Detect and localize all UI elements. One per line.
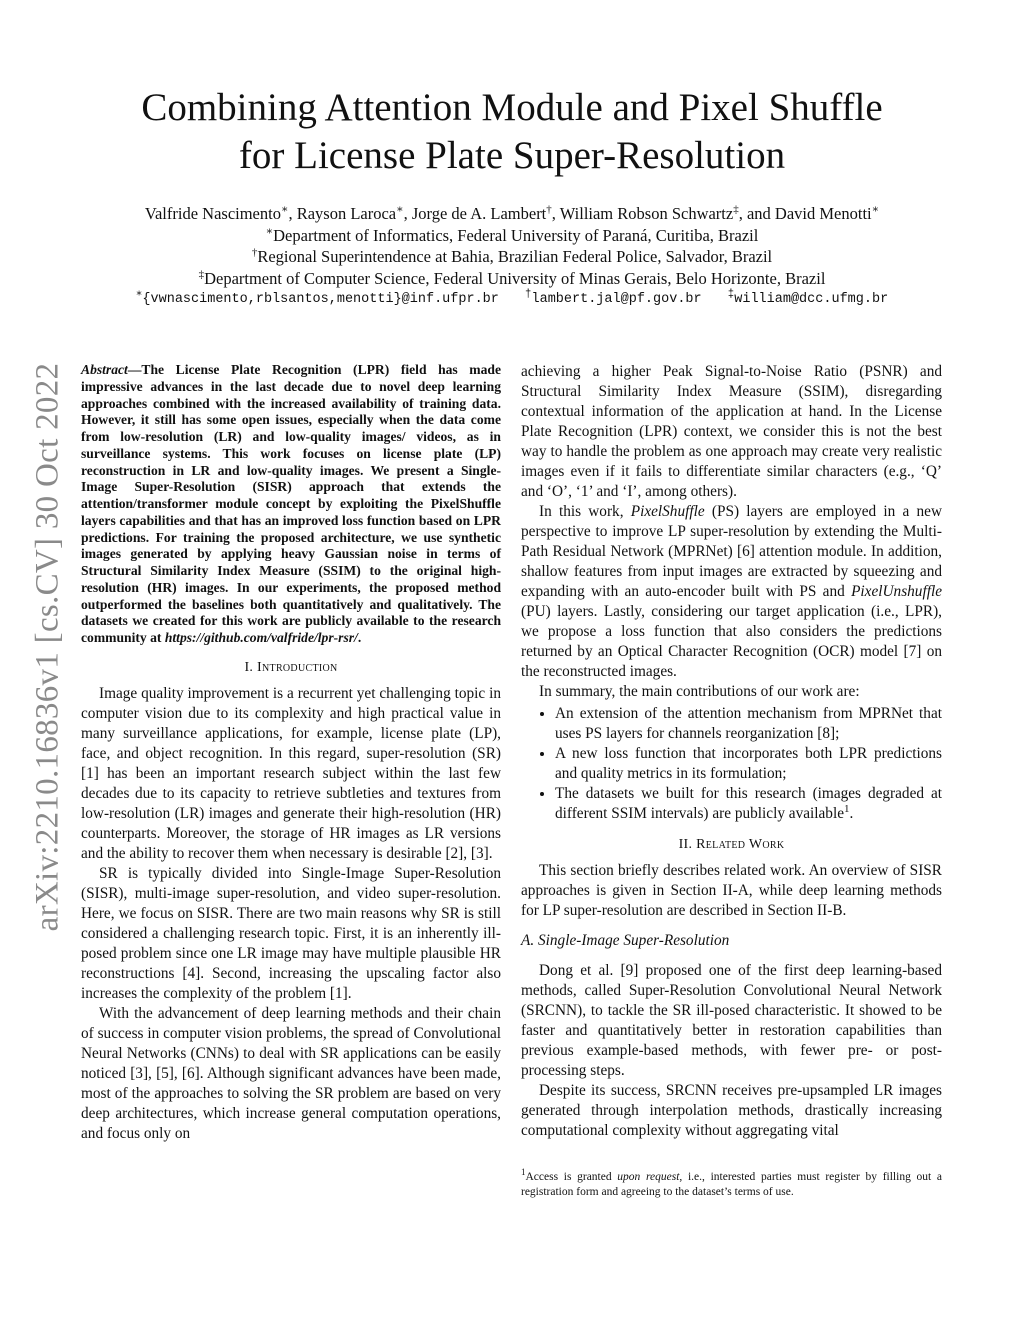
affiliation-mark: ∗ [871, 203, 880, 216]
affiliation-mark: ∗ [280, 203, 289, 216]
paragraph: This section briefly describes related work. An overview of SISR approaches is given in Section II-A, while deep learning methods for LP super-resolution are described in Section II-B. [521, 862, 942, 919]
list-item-end: . [849, 805, 854, 822]
text-run: In this work, [539, 503, 631, 520]
paragraph: Despite its success, SRCNN receives pre-upsampled LR images generated through interpolation methods, drastically increasing computational complexity without aggregating vital [521, 1082, 942, 1139]
section-title: Related Work [696, 837, 785, 852]
affiliation-mark: † [524, 288, 532, 301]
text-run: (PS) layers are employed in a new perspective to improve LP super-resolution by extending the Multi-Path Residual Network (MPRNet) [6] attention module. In addition, shallow features from input images are extracted by squeezing and expanding with an auto-encoder built with PS and [521, 503, 942, 600]
author-name: Valfride Nascimento [144, 204, 281, 223]
abstract-body: The License Plate Recognition (LPR) field has made impressive advances in the last decade due to novel deep learning approaches combined with the increased availability of training data. However, it still has some open issues, especially when the data come from low-resolution (LR) and low-quality images/ videos, as in surveillance systems. This work focuses on license plate (LP) reconstruction in LR and low-quality images. We present a Single-Image Super-Resolution (SISR) approach that extends the attention/transformer module concept by exploiting the PixelShuffle layers capabilities and that has an improved loss function based on LPR predictions. For training the proposed architecture, we use synthetic images generated by applying heavy Gaussian noise in terms of Structural Similarity Index Measure (SSIM) to the original high-resolution (HR) images. In our experiments, the proposed method outperformed the baselines both quantitatively and qualitatively. The datasets we created for this work are publicly available to the research community at [81, 362, 501, 645]
author-name: Rayson Laroca [296, 204, 397, 223]
email-link[interactable]: {vwnascimento,rblsantos,menotti}@inf.ufpr.br [142, 292, 499, 307]
text-run-italic: PixelUnshuffle [851, 583, 942, 600]
abstract [81, 362, 501, 647]
abstract-label: Abstract [81, 362, 128, 377]
dataset-url-link[interactable]: https://github.com/valfride/lpr-rsr/ [164, 630, 358, 645]
affiliation-text: Department of Informatics, Federal University of Paraná, Curitiba, Brazil [273, 225, 759, 245]
paper-title [0, 84, 1024, 180]
affiliation-3 [0, 268, 1024, 290]
affiliation-mark: ‡ [733, 203, 739, 216]
affiliation-1 [0, 225, 1024, 247]
affiliation-mark: ∗ [265, 225, 274, 237]
footnote-text: Access is granted [525, 1171, 618, 1183]
paragraph: achieving a higher Peak Signal-to-Noise Ratio (PSNR) and Structural Similarity Index Measure (SSIM), disregarding contextual information of the application at hand. In the License Plate Recognition (LPR) context, we consider this is not the best way to handle the problem as one approach may create very realistic images even if it fails to differentiate similar characters (e.g., ‘Q’ and ‘O’, ‘1’ and ‘I’, among others). [521, 363, 942, 500]
paragraph: Dong et al. [9] proposed one of the first deep learning-based methods, called Super-Resolution Convolutional Neural Network (SRCNN), to tackle the SR ill-posed characteristic. It showed to be faster and quantitatively better in restoration capabilities than previous example-based methods, with fewer pre- or post-processing steps. [521, 962, 942, 1079]
list-item: • An extension of the attention mechanism from MPRNet that uses PS layers for channels reorganization [8]; [555, 704, 942, 744]
affiliation-text: Regional Superintendence at Bahia, Brazilian Federal Police, Salvador, Brazil [257, 247, 773, 266]
right-column [521, 362, 942, 1141]
footnote [521, 1167, 942, 1200]
arxiv-identifier [27, 352, 69, 942]
section-heading-related-work [521, 835, 942, 855]
title-line-1: Combining Attention Module and Pixel Shuffle [141, 86, 883, 129]
section-heading-introduction [81, 658, 501, 678]
email-line [0, 289, 1024, 311]
section-number: II. [678, 837, 693, 852]
text-run-italic: PixelShuffle [630, 503, 705, 520]
footnote-text: , i.e., interested parties must register by filling out a registration form and agreeing to the dataset’s terms of use. [521, 1171, 942, 1198]
affiliation-mark: ∗ [396, 203, 404, 216]
section-title: Introduction [257, 659, 338, 675]
affiliation-mark: ‡ [198, 268, 205, 280]
arxiv-id-text: arXiv:2210.16836v1 [cs.CV] 30 Oct 2022 [29, 362, 66, 932]
section-number: I. [244, 659, 254, 675]
paragraph [521, 502, 942, 682]
affiliation-mark: ‡ [727, 288, 735, 301]
list-item: • A new loss function that incorporates both LPR predictions and quality metrics in its formulation; [555, 744, 942, 784]
affiliation-mark: † [251, 246, 258, 259]
paragraph: Image quality improvement is a recurrent yet challenging topic in computer vision due to its complexity and high practical value in many surveillance applications, for example, license plate (LP), face, and object recognition. In this regard, super-resolution (SR) [1] has been an important research subject within the last few decades due to its capacity to retrieve subtleties and textures from low-resolution (LR) images and generate their high-resolution (HR) counterparts. Moreover, the storage of HR images as LR versions and the ability to recover them when necessary is desirable [2], [3]. [81, 684, 501, 862]
author-name: Jorge de A. Lambert [411, 204, 547, 223]
footnote-text-italic: upon request [617, 1171, 680, 1183]
text-run: (PU) layers. Lastly, considering our target application (i.e., LPR), we propose a loss function that also considers the predictions returned by an Optical Character Recognition (OCR) model [7] on the reconstructed images. [521, 603, 942, 680]
abstract-dash: — [127, 362, 142, 377]
affiliation-mark: † [546, 203, 552, 216]
contributions-list [521, 704, 942, 824]
author-list: Valfride Nascimento∗, Rayson Laroca∗, Jorge de A. Lambert†, William Robson Schwartz‡, and David Menotti∗ [144, 203, 880, 223]
footnote-ref[interactable]: 1 [844, 802, 850, 815]
email-link[interactable]: lambert.jal@pf.gov.br [531, 292, 702, 307]
subsection-heading: A. Single-Image Super-Resolution [521, 932, 730, 949]
author-block [0, 203, 1024, 311]
title-line-2: for License Plate Super-Resolution [238, 134, 786, 177]
left-column [81, 362, 501, 1144]
paragraph: In summary, the main contributions of our work are: [539, 683, 860, 700]
list-item-text: The datasets we built for this research (images degraded at different SSIM intervals) are publicly available [555, 785, 942, 822]
email-link[interactable]: william@dcc.ufmg.br [734, 292, 889, 307]
abstract-end: . [357, 630, 362, 645]
paragraph: With the advancement of deep learning methods and their chain of success in computer vision problems, the spread of Convolutional Neural Networks (CNNs) to deal with SR applications can be easily noticed [3], [5], [6]. Although significant advances have been made, most of the approaches to solving the SR problem are based on very deep architectures, which increase general computation operations, and focus only on [81, 1004, 501, 1142]
affiliation-2 [0, 246, 1024, 268]
author-name: and David Menotti [746, 204, 872, 223]
paragraph: SR is typically divided into Single-Image Super-Resolution (SISR), multi-image super-resolution, and video super-resolution. Here, we focus on SISR. There are two main reasons why SR is still considered a challenging research topic. First, it is an inherently ill-posed problem since one LR image may have multiple plausible HR reconstructions [4]. Second, increasing the upscaling factor also increases the complexity of the problem [1]. [81, 864, 501, 1002]
affiliation-text: Department of Computer Science, Federal University of Minas Gerais, Belo Horizonte, Brazil [204, 268, 826, 288]
list-item [555, 784, 942, 824]
footnote-mark: 1 [521, 1167, 526, 1178]
affiliation-mark: ∗ [135, 288, 143, 301]
author-name: William Robson Schwartz [559, 204, 734, 223]
